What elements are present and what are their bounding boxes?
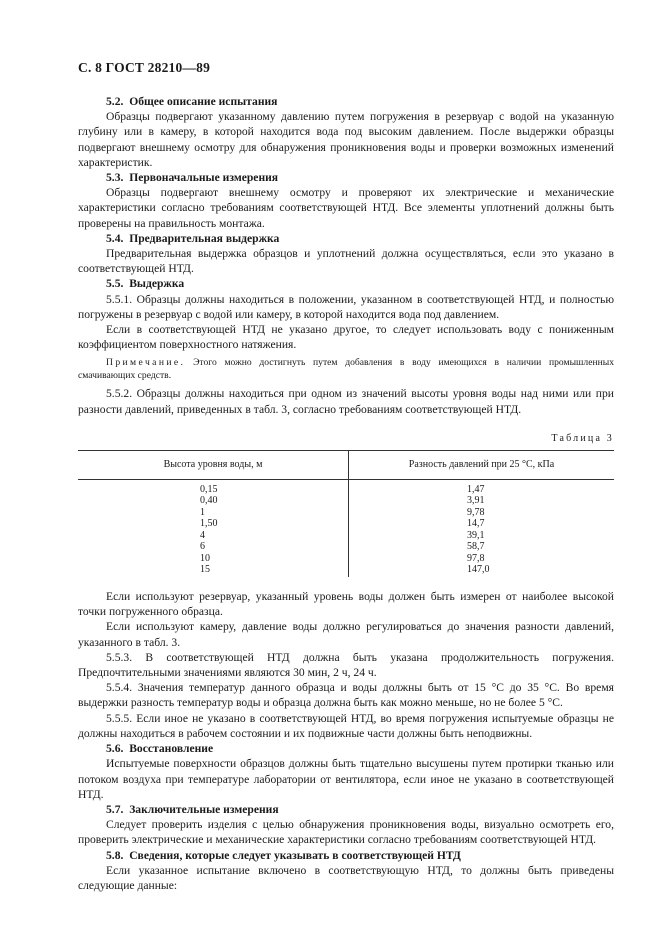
page-header: С. 8 ГОСТ 28210—89 [78,60,211,75]
paragraph-5-5-2: 5.5.2. Образцы должны находиться при одном из значений высоты уровня воды над ними или при разности давлений, приведенных в табл. 3, согласно требованиям соответствующей НТД. [78,387,614,416]
table-cell: 1,50 [200,518,218,530]
paragraph-5-5-4: 5.5.4. Значения температур данного образца и воды должны быть от 15 °С до 35 °С. Во время выдержки разность температур воды и образца должна быть как можно меньше, но не более 5 °С. [78,681,614,710]
column-header-height: Высота уровня воды, м [78,451,349,480]
section-5-4-text: Предварительная выдержка образцов и уплотнений должна осуществляться, если это указано в соответствующей НТД. [78,247,614,276]
table-cell: 97,8 [467,552,485,564]
section-number: 5.6. [106,742,124,756]
section-title: Общее описание испытания [129,95,278,108]
section-number: 5.4. [106,231,124,245]
section-title: Сведения, которые следует указывать в соответствующей НТД [129,848,461,862]
section-5-2-heading [78,94,614,109]
section-number: 5.8. [106,848,124,862]
table-cell: 58,7 [467,541,485,553]
table-cell: 147,0 [467,563,490,575]
paragraph-5-5-1: 5.5.1. Образцы должны находиться в положении, указанном в соответствующей НТД, и полностью погружены в резервуар с водой или камеру, в которой находится вода под давлением. [78,292,614,321]
table-cell: 4 [200,529,205,541]
table-cell: 10 [200,552,210,564]
section-title: Предварительная выдержка [129,231,280,245]
section-5-3-text: Образцы подвергают внешнему осмотру и проверяют их электрические и механические характеристики согласно требованиям соответствующей НТД. Все элементы уплотнений должны быть проверены на правильность монтажа. [78,186,614,230]
section-5-8-text: Если указанное испытание включено в соответствующую НТД, то должны быть приведены следующие данные: [78,863,614,892]
table-cell: 6 [200,541,205,553]
section-number: 5.5. [106,277,124,291]
section-5-6-text: Испытуемые поверхности образцов должны быть тщательно высушены путем протирки тканью или потоком воздуха при температуре лаборатории от вентилятора, если иное не указано в соответствующей НТД. [78,757,614,801]
paragraph-reservoir: Если используют резервуар, указанный уровень воды должен быть измерен от наиболее высокой точки погруженного образца. [78,590,614,619]
paragraph-chamber: Если используют камеру, давление воды должно регулироваться до значения разности давлений, указанного в табл. 3. [78,620,614,649]
table-cell: 9,78 [467,506,485,518]
heights-column [78,480,349,578]
note [78,356,614,382]
section-number: 5.2. [106,95,124,108]
table-caption: Таблица 3 [551,432,614,444]
section-5-4-heading [78,231,614,246]
paragraph-surface-tension: Если в соответствующей НТД не указано другое, то следует использовать воду с пониженным коэффициентом поверхностного натяжения. [78,323,614,352]
pressures-column [349,480,615,578]
paragraph-5-5-5: 5.5.5. Если иное не указано в соответствующей НТД, во время погружения испытуемые образцы не должны находиться в рабочем состоянии и их подвижные части должны быть неподвижны. [78,711,614,740]
table-cell: 14,7 [467,518,485,530]
section-number: 5.7. [106,802,124,816]
note-text: Этого можно достигнуть путем добавления в воду имеющихся в наличии промышленных смачивающих средств. [78,357,614,382]
paragraph-5-5-3: 5.5.3. В соответствующей НТД должна быть указана продолжительность погружения. Предпочтительными значениями являются 30 мин, 2 ч, 24 ч. [78,650,614,680]
table-cell: 1,47 [467,484,485,496]
section-5-8-heading [78,848,614,863]
table-cell: 39,1 [467,529,485,541]
table-3 [78,450,614,577]
section-title: Восстановление [129,742,214,756]
table-cell: 3,91 [467,495,485,507]
table-cell: 1 [200,506,205,518]
section-title: Заключительные измерения [129,802,279,816]
section-5-5-heading [78,276,614,291]
section-5-7-heading [78,802,614,817]
section-5-7-text: Следует проверить изделия с целью обнаружения проникновения воды, визуально осмотреть его, проверить электрические и механические характеристики согласно требованиям соответствующей НТД. [78,818,614,847]
section-title: Выдержка [129,277,185,291]
note-title: Примечание. [106,357,186,369]
section-5-6-heading [78,741,614,756]
section-5-2-text: Образцы подвергают указанному давлению путем погружения в резервуар с водой на указанную глубину или в камеру, в которой находится вода под высоким давлением. После выдержки образцы подвергают внешнему осмотру для обнаружения проникновения воды и проверки возможных изменений характеристик. [78,110,614,169]
table-cell: 0,15 [200,484,218,496]
column-header-pressure: Разность давлений при 25 °С, кПа [349,451,615,480]
document-body [78,94,614,893]
table-cell: 0,40 [200,495,218,507]
section-5-3-heading [78,170,614,185]
section-number: 5.3. [106,171,124,185]
section-title: Первоначальные измерения [129,171,279,185]
table-cell: 15 [200,563,210,575]
